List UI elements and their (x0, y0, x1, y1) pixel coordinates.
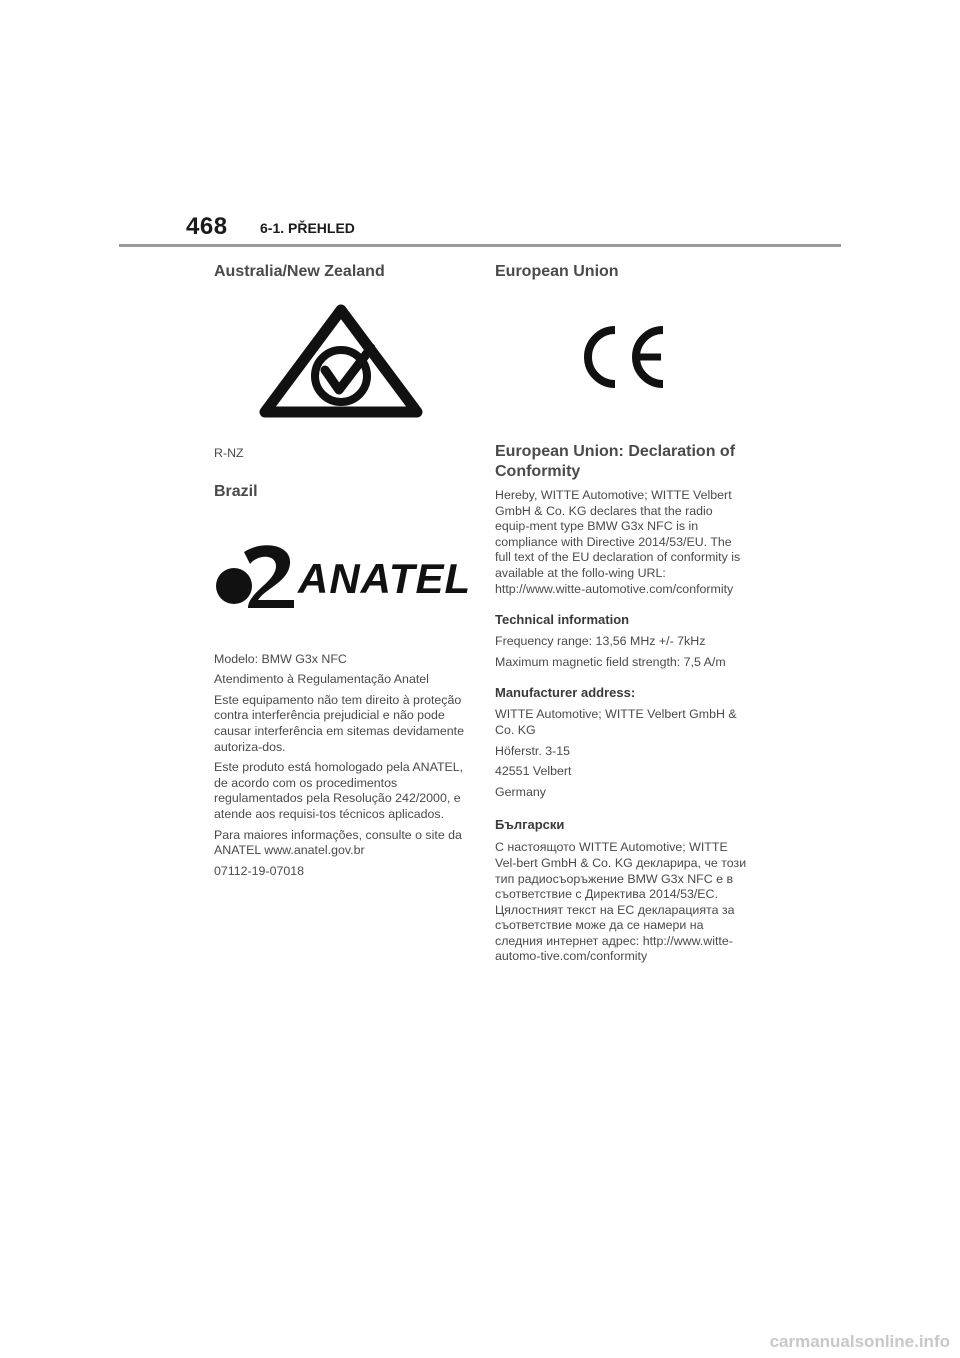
declaration-heading: European Union: Declaration of Conformity (495, 443, 736, 480)
rnz-label: R-NZ (214, 446, 244, 460)
manufacturer-country: Germany (495, 784, 546, 799)
watermark: carmanualsonline.info (769, 1332, 950, 1351)
rcm-logo (214, 304, 468, 424)
technical-heading: Technical information (495, 612, 630, 628)
declaration-text: Hereby, WITTE Automotive; WITTE Velbert GmbH & Co. KG declares that the radio equip-ment type BMW G3x NFC is in compliance with Directive 2014/53/EU. The full text of the EU declaration of conformity is available at the follo-wing URL: http://www.witte-automotive.com/conformity (495, 488, 741, 596)
manufacturer-street: Höferstr. 3-15 (495, 743, 571, 758)
left-column (214, 262, 472, 879)
header-divider (119, 244, 841, 247)
rcm-compliance-mark-icon (259, 304, 423, 424)
brazil-homologation-note: Este produto está homologado pela ANATEL, de acordo com os procedimentos regulamentados pela Resolução 242/2000, e atende aos requisi-tos técnicos aplicados. (214, 760, 464, 821)
right-column (495, 262, 750, 965)
ce-logo (495, 324, 750, 390)
manufacturer-city: 42551 Velbert (495, 764, 572, 779)
frequency-range: Frequency range: 13,56 MHz +/- 7kHz (495, 634, 706, 649)
manufacturer-name: WITTE Automotive; WITTE Velbert GmbH & Co. KG (495, 707, 737, 737)
bulgarian-text: С настоящото WITTE Automotive; WITTE Vel-bert GmbH & Co. KG декларира, че този тип радиосъоръжение BMW G3x NFC е в съответствие с Директива 2014/53/ЕС. Цялостният текст на ЕС декларацията за съответствие може да се намери на следния интернет адрес: http://www.witte-automo-tive.com/conformity (495, 840, 747, 964)
brazil-interference-note: Este equipamento não tem direito à proteção contra interferência prejudicial e não pode causar interferência em sitemas devidamente autoriza-dos. (214, 692, 464, 754)
anatel-symbol-icon (214, 542, 296, 608)
page-number: 468 (186, 213, 228, 240)
anatel-logo (214, 540, 472, 610)
brazil-compliance: Atendimento à Regulamentação Anatel (214, 672, 429, 687)
eu-heading: European Union (495, 263, 619, 280)
brazil-model: Modelo: BMW G3x NFC (214, 651, 347, 666)
magnetic-field-strength: Maximum magnetic field strength: 7,5 A/m (495, 654, 726, 669)
manufacturer-heading: Manufacturer address: (495, 685, 636, 701)
section-title: 6-1. PŘEHLED (260, 220, 355, 236)
australia-heading: Australia/New Zealand (214, 263, 385, 280)
ce-mark-icon (577, 324, 669, 390)
brazil-more-info: Para maiores informações, consulte o site da ANATEL www.anatel.gov.br (214, 827, 462, 858)
brazil-code: 07112-19-07018 (214, 863, 305, 878)
anatel-wordmark: ANATEL (298, 554, 472, 602)
brazil-heading: Brazil (214, 482, 258, 500)
bulgarian-heading: Български (495, 817, 565, 833)
